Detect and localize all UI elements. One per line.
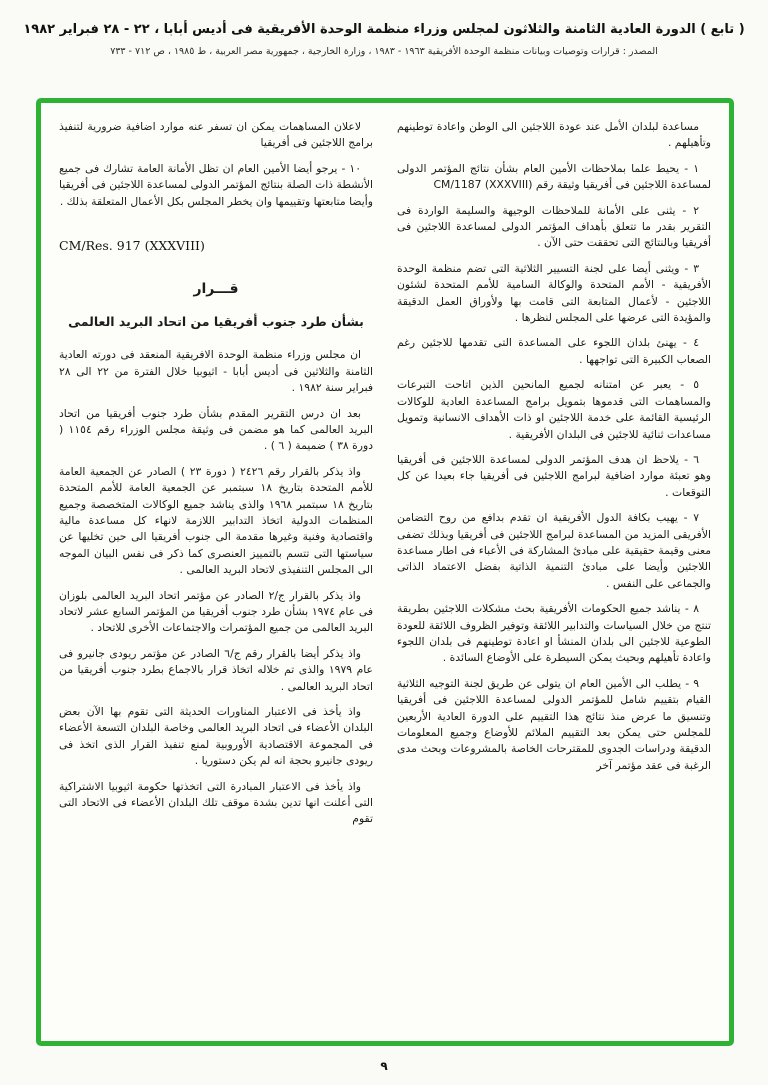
paragraph: مساعدة لبلدان الأمل عند عودة اللاجئين الى الوطن واعادة توطينهم وتأهيلهم .	[397, 120, 711, 150]
paragraph: واذ يأخذ فى الاعتبار المبادرة التى اتخذتها حكومة اثيوبيا الاشتراكية التى أعلنت انها تدين بشدة موقف تلك البلدان الأعضاء فى الاتحاد التى تقوم	[59, 779, 373, 826]
paragraph: واذ يذكر أيضا بالقرار رقم ج/٦ الصادر عن مؤتمر ريودى جانيرو فى عام ١٩٧٩ والذى تم خلاله اتخاذ قرار بالاجماع بطرد جنوب أفريقيا من اتحاد البريد العالمى .	[59, 646, 373, 693]
paragraph: ان مجلس وزراء منظمة الوحدة الافريقية المنعقد فى دورته العادية الثامنة والثلاثين فى أديس أبابا - اثيوبيا خلال الفترة من ٢٢ الى ٢٨ فبراير سنة ١٩٨٢ .	[59, 348, 373, 395]
paragraph: ٨ - يناشد جميع الحكومات الأفريقية بحث مشكلات اللاجئين بطريقة تنتج من خلال السياسات والتدابير اللائقة وتوفير الظروف اللائقة للعودة الطوعية للاجئين الى بلدان المنشأ او اعادة توطينهم فى بلدان اللجوء واعادة تأهيلهم وبحيث يمكن السيطرة على الأوضاع السائدة .	[397, 602, 711, 665]
two-column-text	[59, 119, 711, 1031]
paragraph: واذ يذكر بالقرار رقم ٢٤٢٦ ( دورة ٢٣ ) الصادر عن الجمعية العامة للأمم المتحدة بتاريخ ١٨ سبتمبر عن الجمعية العامة للأمم المتحدة بتاريخ ١٨ سبتمبر ١٩٦٨ والذى يناشد جميع الوكالات المتخصصة وجميع المنظمات الدولية اتخاذ التدابير اللازمة لانهاء كل مساعدة مالية واقتصادية وفنية وغيرها مقدمة الى جنوب أفريقيا الى حين تخليها عن سياستها التى تتسم بالتمييز العنصرى كما ذكر فى نفس البيان الموجه الى المجلس التنفيذى لاتحاد البريد العالمى .	[59, 464, 373, 577]
paragraph: واذ يأخذ فى الاعتبار المناورات الحديثة التى تقوم بها الآن بعض البلدان الأعضاء فى اتحاد البريد العالمى وخاصة البلدان التسعة الأعضاء فى المجموعة الاقتصادية الأوروبية لمنع تنفيذ القرار الذى اتخذ فى ريودى جانيرو بحجة انه لم يكن دستوريا .	[59, 705, 373, 768]
document-frame	[36, 98, 734, 1046]
paragraph: ٢ - يثنى على الأمانة للملاحظات الوجيهة والسليمة الواردة فى التقرير بقدر ما تتعلق بأهداف المؤتمر الدولى لمساعدة اللاجئين فى أفريقيا وبالنتائج التى تحققت حتى الآن .	[397, 203, 711, 250]
resolution-subtitle: بشأن طرد جنوب أفريقيا من اتحاد البريد العالمى	[68, 314, 364, 330]
paragraph: ٩ - يطلب الى الأمين العام ان يتولى عن طريق لجنة التوجيه الثلاثية القيام بتقييم شامل للمؤتمر الدولى لمساعدة اللاجئين فى أفريقيا وتنسيق ما عرض منذ نتائج هذا التقييم على الدورة العادية الأربعين للمجلس حتى يمكن بعد التقييم الملائم للأوضاع وجميع المعلومات الدقيقة ودراسات الجدوى للمقترحات الخاصة بالمشروعات وبحث مدى الرغبة فى عقد مؤتمر آخر	[397, 676, 711, 772]
paragraph: بعد ان درس التقرير المقدم بشأن طرد جنوب أفريقيا من اتحاد البريد العالمى كما هو مضمن فى وثيقة مجلس الوزراء رقم ١١٥٤ ( دورة ٣٨ ) ضميمة ( ٦ ) .	[59, 406, 373, 453]
resolution-reference: CM/Res. 917 (XXXVIII)	[59, 238, 205, 254]
resolution-title: قـــرار	[193, 281, 239, 298]
paragraph: ٣ - ويثنى أيضا على لجنة التسيير الثلاثية التى تضم منظمة الوحدة الأفريقية - الأمم المتحدة والوكالة السامية للأمم المتحدة لشئون اللاجئين - لأعمال المتابعة التى قامت بها ولأوراق العمل الدقيقة والمؤيدة التى عرضها على المجلس لنظرها .	[397, 261, 711, 325]
source-citation: المصدر : قرارات وتوصيات وبيانات منظمة الوحدة الأفريقية ١٩٦٣ - ١٩٨٣ ، وزارة الخارجية ، جمهورية مصر العربية ، ط ١٩٨٥ ، ص ٧١٢ - ٧٣٣	[110, 46, 658, 57]
left-column	[59, 119, 373, 1031]
paragraph: ١ - يحيط علما بملاحظات الأمين العام بشأن نتائج المؤتمر الدولى لمساعدة اللاجئين فى أفريقيا وثيقة رقم ‎CM/1187 (XXXVIII)‎	[397, 161, 711, 192]
paragraph: ٦ - يلاحظ ان هدف المؤتمر الدولى لمساعدة اللاجئين فى أفريقيا وهو تعبئة موارد اضافية لبرامج اللاجئين فى أفريقيا جاء بعيدا عن كل التوقعات .	[397, 452, 711, 499]
page-number: ٩	[380, 1059, 388, 1073]
paragraph: ٥ - يعبر عن امتنانه لجميع المانحين الذين اتاحت التبرعات والمساهمات التى قدموها بتمويل برامج المساعدة العادية للوكالات الرئيسية القائمة على خدمة اللاجئين او ذات الأهداف الانسانية وتمويل مساعدات ثنائية للاجئين فى البلدان الأفريقية .	[397, 378, 711, 441]
paragraph: لاعلان المساهمات يمكن ان تسفر عنه موارد اضافية ضرورية لتنفيذ برامج اللاجئين فى أفريقيا	[59, 120, 373, 150]
paragraph: واذ يذكر بالقرار ج/٢ الصادر عن مؤتمر اتحاد البريد العالمى بلوزان فى عام ١٩٧٤ بشأن طرد جنوب أفريقيا من المؤتمر السابع عشر لاتحاد البريد العالمى من جميع المؤتمرات والاجتماعات الأخرى للاتحاد .	[59, 588, 373, 635]
page-header	[0, 0, 768, 57]
paragraph: ٤ - يهنئ بلدان اللجوء على المساعدة التى تقدمها للاجئين رغم الصعاب الكبيرة التى تواجهها .	[397, 336, 711, 366]
paragraph: ٧ - يهيب بكافة الدول الأفريقية ان تقدم بدافع من روح التضامن الأفريقى المزيد من المساعدة لبرامج اللاجئين فى أفريقيا وبذلك تضفى معنى وقيمة حقيقية على مبادئ المشاركة فى الأعباء فى اطار مساعدة اللاجئين وأيضا على مبادئ التنمية الذاتية بفضل الاعتماد الذاتى والجماعى على النفس .	[397, 511, 711, 590]
paragraph: ١٠ - يرجو أيضا الأمين العام ان تظل الأمانة العامة تشارك فى جميع الأنشطة ذات الصلة بنتائج المؤتمر الدولى لمساعدة اللاجئين فى أفريقيا وأيضا متابعتها وتقييمها وان يخطر المجلس بكل الأعمال المتعلقة بذلك .	[59, 161, 373, 208]
right-column	[397, 119, 711, 1031]
session-title: ( تابع ) الدورة العادية الثامنة والثلاثون لمجلس وزراء منظمة الوحدة الأفريقية فى أديس أبابا ، ٢٢ - ٢٨ فبراير ١٩٨٢	[23, 22, 745, 37]
